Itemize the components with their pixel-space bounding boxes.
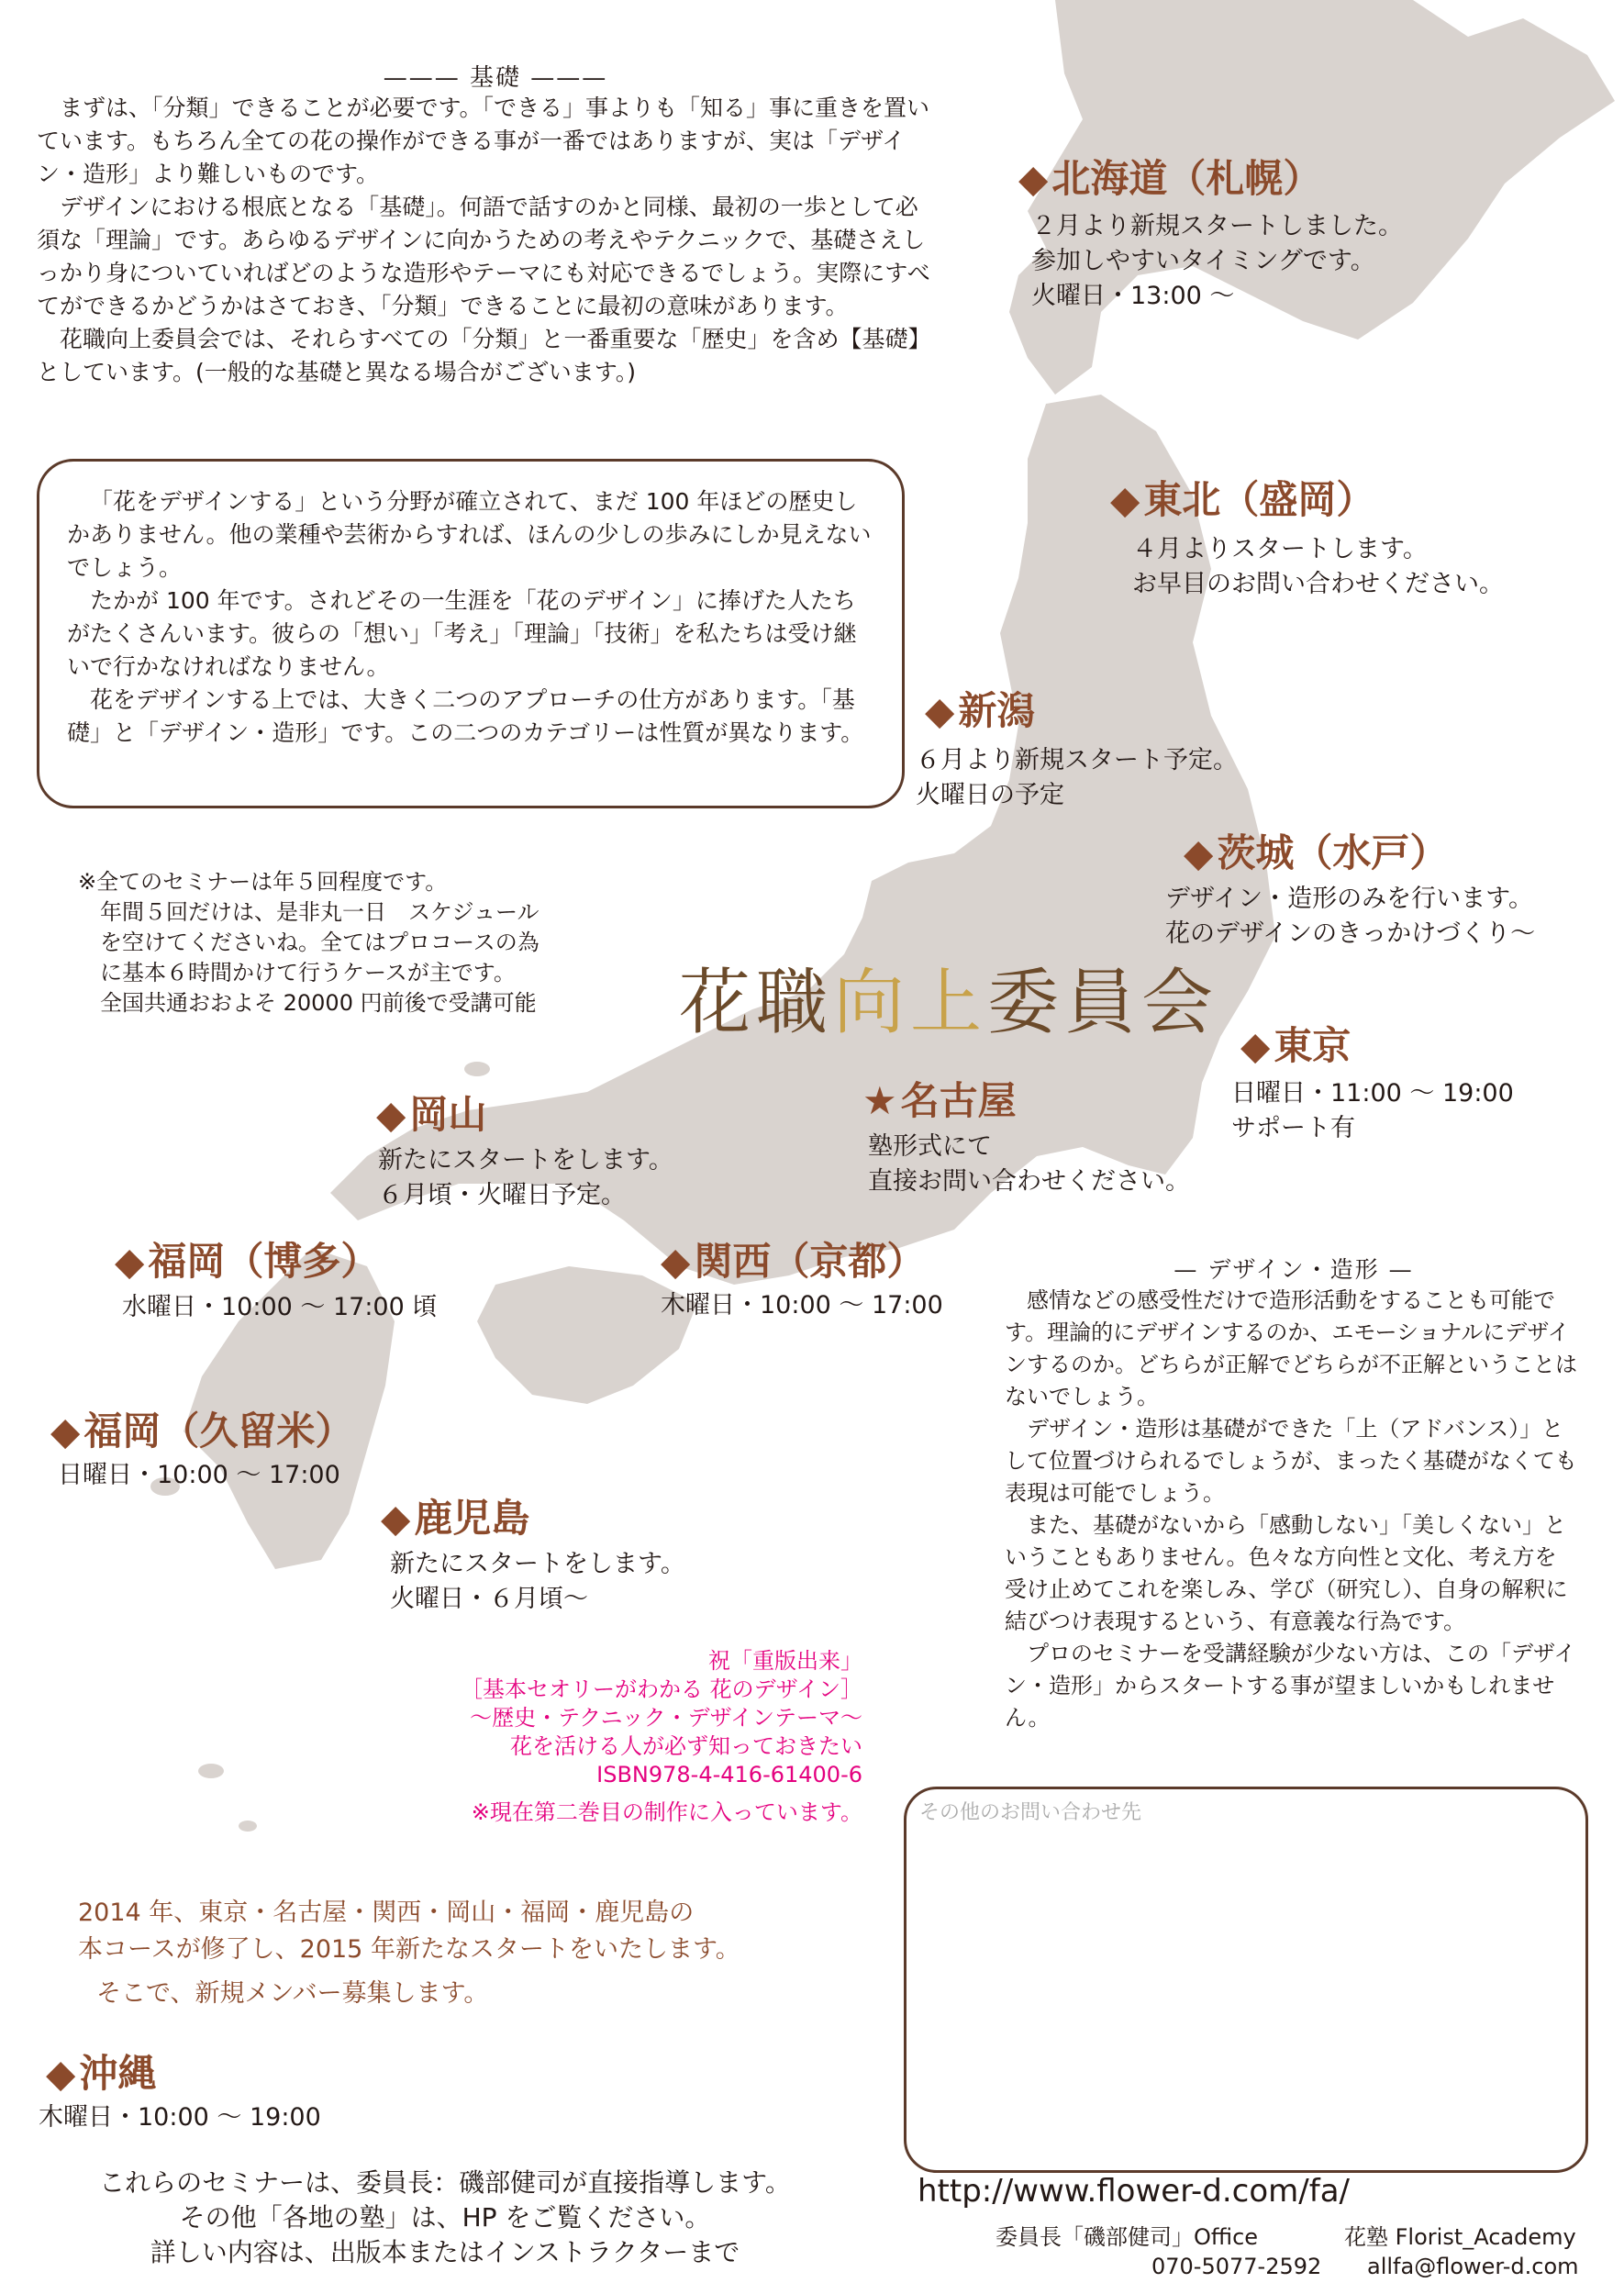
region-tokyo bbox=[1231, 1023, 1514, 1146]
intro-box bbox=[37, 459, 905, 808]
basics-title: 基礎 bbox=[469, 64, 521, 92]
region-title: 東京 bbox=[1274, 1023, 1351, 1068]
diamond-icon: ◆ bbox=[1184, 830, 1214, 875]
footer-line: その他「各地の塾」は、HP をご覧ください。 bbox=[179, 2202, 711, 2233]
region-info: ４月よりスタートします。 お早目のお問い合わせください。 bbox=[1132, 535, 1504, 598]
intro-paragraph: たかが 100 年です。されどその一生涯を「花のデザイン」に捧げた人たちがたくさんいます。彼らの「想い」「考え」「理論」「技術」を私たちは受け継いで行かなければなりません。 bbox=[67, 587, 857, 680]
region-title: 福岡（久留米） bbox=[83, 1409, 354, 1453]
region-info: 日曜日・10:00 ～ 17:00 bbox=[58, 1461, 340, 1489]
diamond-icon: ◆ bbox=[1018, 156, 1049, 201]
design-title: デザイン・造形 bbox=[1207, 1256, 1380, 1283]
intro-paragraph: 「花をデザインする」という分野が確立されて、まだ 100 年ほどの歴史しかありません。他の業種や芸術からすれば、ほんの少しの歩みにしか見えないでしょう。 bbox=[67, 488, 872, 581]
region-fukuoka-kurume bbox=[50, 1409, 353, 1493]
region-title: 沖縄 bbox=[79, 2051, 157, 2096]
region-kagoshima bbox=[381, 1496, 685, 1617]
region-nagoya bbox=[862, 1078, 1190, 1199]
footer-note bbox=[55, 2166, 835, 2270]
star-icon: ★ bbox=[862, 1078, 897, 1123]
region-info: デザイン・造形のみを行います。 花のデザインのきっかけづくり～ bbox=[1165, 885, 1536, 948]
region-info: 新たにスタートをします。 火曜日・６月頃～ bbox=[390, 1550, 685, 1613]
region-niigata bbox=[916, 688, 1238, 813]
email-address[interactable]: allfa@flower-d.com bbox=[1367, 2254, 1579, 2279]
diamond-icon: ◆ bbox=[376, 1092, 406, 1137]
region-title: 福岡（博多） bbox=[148, 1239, 380, 1284]
region-info: 新たにスタートをします。 ６月頃・火曜日予定。 bbox=[378, 1146, 673, 1209]
region-info: 木曜日・10:00 ～ 17:00 bbox=[661, 1291, 943, 1320]
region-okinawa bbox=[39, 2051, 321, 2135]
basics-paragraph: まずは、「分類」できることが必要です。「できる」事よりも「知る」事に重きを置いています。もちろん全ての花の操作ができる事が一番ではありますが、実は「デザイン・造形」より難しいものです。 bbox=[37, 95, 930, 187]
seminar-note: ※全てのセミナーは年５回程度です。 年間５回だけは、是非丸一日 スケジュール を空けてくださいね。全てはプロコースの為 に基本６時間かけて行うケースが主です。 全国共通おおよそ 20000 円前後で受講可能 bbox=[78, 869, 539, 1016]
region-ibaraki bbox=[1165, 830, 1536, 952]
region-title: 関西（京都） bbox=[694, 1239, 926, 1284]
basics-heading: ——— 基礎 ——— bbox=[383, 64, 608, 92]
diamond-icon: ◆ bbox=[46, 2051, 76, 2096]
phone-number: 070-5077-2592 bbox=[1151, 2254, 1322, 2279]
region-title: 新潟 bbox=[958, 688, 1036, 733]
region-title: 東北（盛岡） bbox=[1143, 477, 1375, 522]
diamond-icon: ◆ bbox=[661, 1239, 691, 1284]
committee-logo: 花職向上委員会 bbox=[679, 962, 1219, 1044]
academy-name: 花塾 Florist_Academy bbox=[1344, 2224, 1576, 2250]
region-title: 名古屋 bbox=[900, 1078, 1017, 1123]
announcement-line: そこで、新規メンバー募集します。 bbox=[96, 1979, 489, 2008]
contact-box-label: その他のお問い合わせ先 bbox=[919, 1801, 1142, 1824]
region-okayama bbox=[376, 1092, 673, 1213]
region-kansai bbox=[661, 1239, 943, 1323]
region-title: 鹿児島 bbox=[414, 1496, 530, 1541]
design-paragraph: デザイン・造形は基礎ができた「上（アドバンス）」として位置づけられるでしょうが、まったく基礎がなくても表現は可能でしょう。 bbox=[1005, 1416, 1577, 1506]
announcement-line: 2014 年、東京・名古屋・関西・岡山・福岡・鹿児島の bbox=[78, 1899, 695, 1927]
book-line: ［基本セオリーがわかる 花のデザイン］ bbox=[461, 1676, 862, 1702]
book-line: 祝「重版出来」 bbox=[708, 1648, 862, 1674]
region-info: 木曜日・10:00 ～ 19:00 bbox=[39, 2103, 321, 2132]
book-line: ～歴史・テクニック・デザインテーマ～ bbox=[470, 1705, 862, 1731]
design-paragraph: また、基礎がないから「感動しない」「美しくない」ということもありません。色々な方向性と文化、考え方を受け止めてこれを楽しみ、学び（研究し）、自身の解釈に結びつけ表現するという、有意義な行為です。 bbox=[1005, 1512, 1568, 1634]
book-info bbox=[385, 1647, 862, 1827]
region-title: 北海道（札幌） bbox=[1051, 156, 1322, 201]
region-info: 日曜日・11:00 ～ 19:00 サポート有 bbox=[1231, 1079, 1514, 1142]
announcement bbox=[78, 1895, 740, 2012]
design-paragraph: プロのセミナーを受講経験が少ない方は、この「デザイン・造形」からスタートする事が望ましいかもしれません。 bbox=[1005, 1641, 1576, 1731]
region-tohoku bbox=[1110, 477, 1504, 602]
region-info: 水曜日・10:00 ～ 17:00 頃 bbox=[122, 1293, 438, 1321]
basics-paragraph: デザインにおける根底となる「基礎」。何語で話すのかと同様、最初の一歩として必須な「理論」です。あらゆるデザインに向かうための考えやテクニックで、基礎さえしっかり身についていればどのような造形やテーマにも対応できるでしょう。実際にすべてができるかどうかはさておき、「分類」できることに最初の意味があります。 bbox=[37, 194, 930, 319]
basics-text bbox=[37, 92, 936, 389]
basics-paragraph: 花職向上委員会では、それらすべての「分類」と一番重要な「歴史」を含め【基礎】としています。(一般的な基礎と異なる場合がございます。) bbox=[37, 326, 931, 385]
region-info: ２月より新規スタートしました。 参加しやすいタイミングです。 火曜日・13:00 ～ bbox=[1031, 212, 1403, 310]
design-text bbox=[1005, 1285, 1578, 1734]
book-note: ※現在第二巻目の制作に入っています。 bbox=[471, 1799, 862, 1825]
region-fukuoka-hakata bbox=[115, 1239, 437, 1325]
diamond-icon: ◆ bbox=[1110, 477, 1140, 522]
book-line: ISBN978-4-416-61400-6 bbox=[596, 1762, 862, 1787]
region-info: 塾形式にて 直接お問い合わせください。 bbox=[868, 1132, 1190, 1196]
diamond-icon: ◆ bbox=[1240, 1023, 1271, 1068]
office-name: 委員長「磯部健司」Office bbox=[996, 2224, 1259, 2250]
website-link[interactable]: http://www.flower-d.com/fa/ bbox=[918, 2173, 1351, 2210]
diamond-icon: ◆ bbox=[115, 1239, 145, 1284]
region-info: ６月より新規スタート予定。 火曜日の予定 bbox=[916, 746, 1238, 809]
region-title: 岡山 bbox=[409, 1092, 487, 1137]
diamond-icon: ◆ bbox=[925, 688, 955, 733]
diamond-icon: ◆ bbox=[50, 1409, 81, 1453]
contact-box bbox=[904, 1787, 1588, 2173]
announcement-line: 本コースが修了し、2015 年新たなスタートをいたします。 bbox=[78, 1935, 740, 1964]
footer-line: 詳しい内容は、出版本またはインストラクターまで bbox=[150, 2237, 740, 2267]
design-heading: — デザイン・造形 — bbox=[1174, 1256, 1414, 1283]
region-title: 茨城（水戸） bbox=[1217, 830, 1449, 875]
footer-line: これらのセミナーは、委員長：磯部健司が直接指導します。 bbox=[99, 2167, 791, 2198]
book-line: 花を活ける人が必ず知っておきたい bbox=[510, 1733, 862, 1759]
design-paragraph: 感情などの感受性だけで造形活動をすることも可能です。理論的にデザインするのか、エモーショナルにデザインするのか。どちらが正解でどちらが不正解ということはないでしょう。 bbox=[1005, 1287, 1577, 1409]
region-hokkaido bbox=[1018, 156, 1403, 314]
diamond-icon: ◆ bbox=[381, 1496, 411, 1541]
intro-paragraph: 花をデザインする上では、大きく二つのアプローチの仕方があります。「基礎」と「デザイン・造形」です。この二つのカテゴリーは性質が異なります。 bbox=[67, 686, 864, 746]
